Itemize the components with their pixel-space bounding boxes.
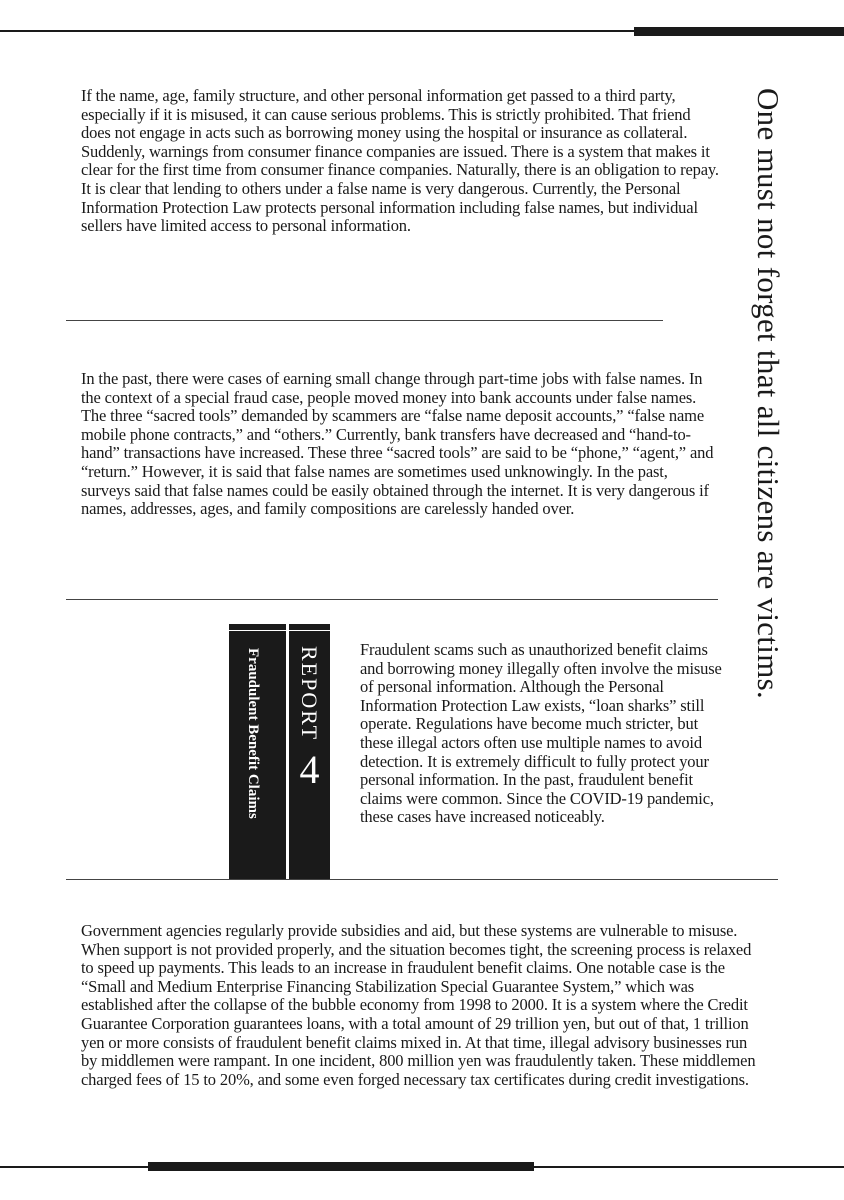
bottom-rule-thick <box>148 1162 534 1171</box>
section-divider-1 <box>66 320 663 321</box>
article-paragraph-1: If the name, age, family structure, and other personal information get passed to a third party, especially if it is misused, it can cause serious problems. This is strictly prohibited. That friend does not engage in acts such as borrowing money using the hospital or insurance as collateral. Suddenly, warnings from consumer finance companies are issued. There is a system that makes it clear for the first time from consumer finance companies. Naturally, there is an obligation to repay. It is clear that lending to others under a false name is very dangerous. Currently, the Personal Information Protection Law protects personal information including false names, but individual sellers have limited access to personal information. <box>81 86 719 236</box>
report-category: Fraudulent Benefit Claims <box>245 648 261 819</box>
article-paragraph-4: Government agencies regularly provide subsidies and aid, but these systems are vulnerable to misuse. When support is not provided properly, and the situation becomes tight, the screening process is relaxed to speed up payments. This leads to an increase in fraudulent benefit claims. One notable case is the “Small and Medium Enterprise Financing Stabilization Special Guarantee System,” which was established after the collapse of the bubble economy from 1998 to 2000. It is a system where the Credit Guarantee Corporation guarantees loans, with a total amount of 29 trillion yen, but out of that, 1 trillion yen or more consists of fraudulent benefit claims mixed in. At that time, illegal advisory businesses run by middlemen were rampant. In one incident, 800 million yen was fraudulently taken. These middlemen charged fees of 15 to 20%, and some even forged necessary tax certificates during credit investigations. <box>81 921 756 1089</box>
section-divider-2 <box>66 599 718 600</box>
report-label: REPORT <box>297 646 322 742</box>
badge-top-line <box>229 630 330 631</box>
article-paragraph-2: In the past, there were cases of earning small change through part-time jobs with false names. In the context of a special fraud case, people moved money into bank accounts under false names. The three “sacred tools” demanded by scammers are “false name deposit accounts,” “false name mobile phone contracts,” and “others.” Currently, bank transfers have decreased and “hand-to-hand” transactions have increased. These three “sacred tools” are said to be “phone,” “agent,” and “return.” However, it is said that false names are sometimes used unknowingly. In the past, surveys said that false names could be easily obtained through the internet. It is very dangerous if names, addresses, ages, and family compositions are carelessly handed over. <box>81 369 714 519</box>
article-paragraph-3: Fraudulent scams such as unauthorized benefit claims and borrowing money illegally often involve the misuse of personal information. Although the Personal Information Protection Law exists, “loan sharks” still operate. Regulations have become much stricter, but these illegal actors often use multiple names to avoid detection. It is extremely difficult to fully protect your personal information. In the past, fraudulent benefit claims were common. Since the COVID-19 pandemic, these cases have increased noticeably. <box>360 640 722 827</box>
section-divider-3 <box>66 879 778 880</box>
article-title: One must not forget that all citizens are victims. <box>751 88 786 700</box>
top-rule-thick <box>634 27 844 36</box>
report-number: 4 <box>299 747 320 792</box>
